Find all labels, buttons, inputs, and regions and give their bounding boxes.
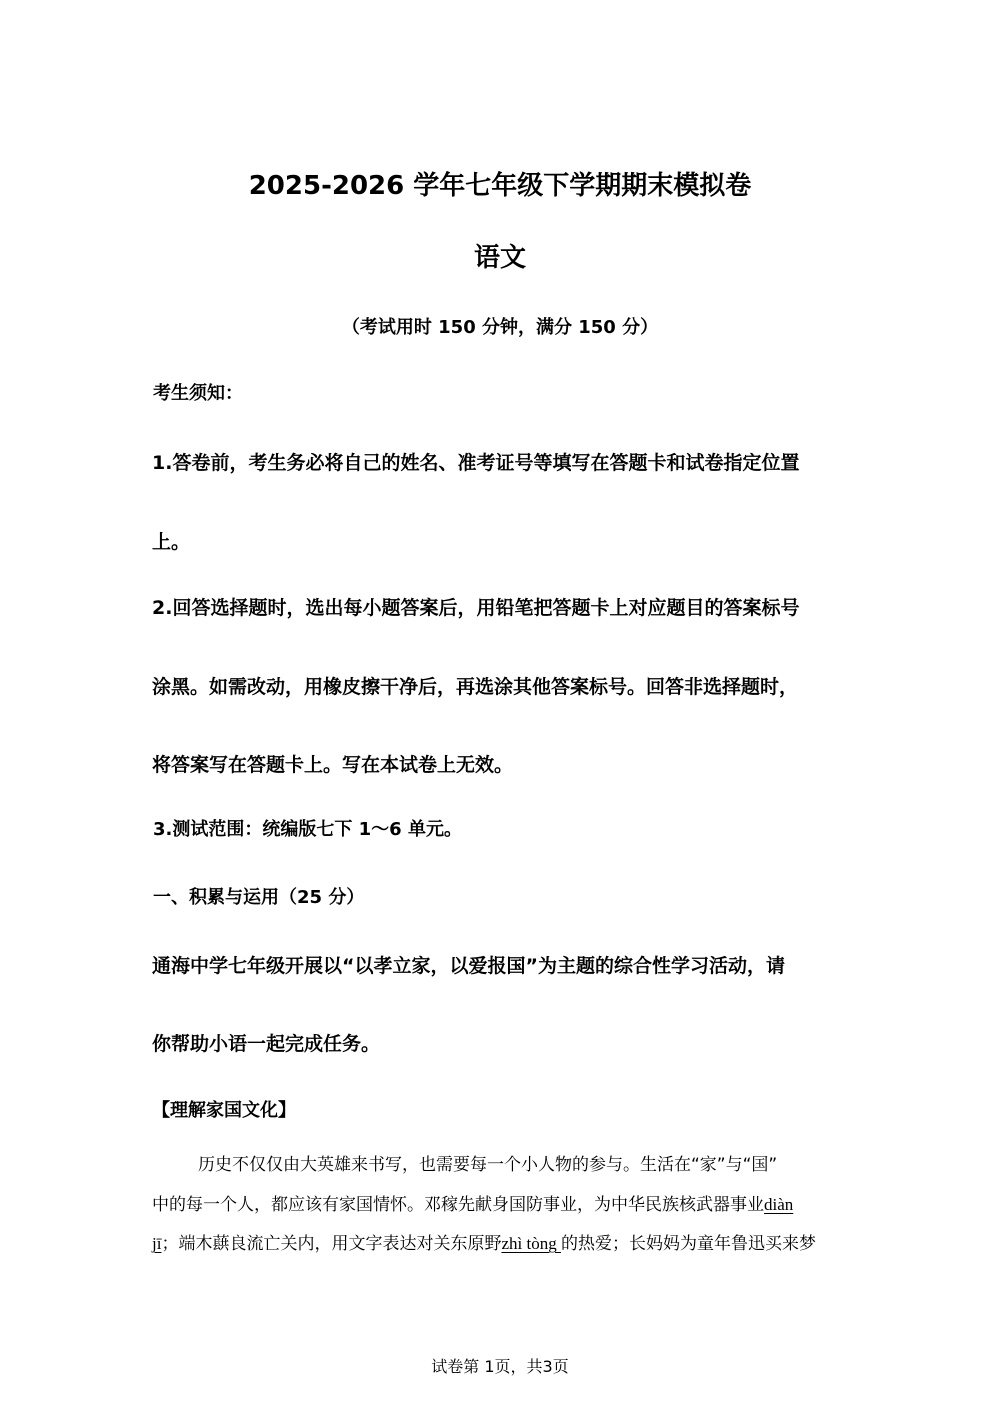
- notice-heading: 考生须知：: [153, 383, 243, 404]
- section-heading: 一、积累与运用（25 分）: [153, 887, 365, 908]
- paragraph-line-3-b: 的热爱；长妈妈为童年鲁迅买来梦: [560, 1234, 816, 1254]
- paragraph-line-1: 历史不仅仅由大英雄来书写，也需要每一个小人物的参与。生活在“家”与“国”: [198, 1155, 778, 1175]
- notice-line-1: 1.答卷前，考生务必将自己的姓名、准考证号等填写在答题卡和试卷指定位置: [152, 452, 800, 474]
- paragraph-line-3: [152, 1232, 816, 1256]
- paragraph-line-2-text: 中的每一个人，都应该有家国情怀。邓稼先献身国防事业，为中华民族核武器事业: [152, 1195, 764, 1215]
- exam-title: 2025-2026 学年七年级下学期期末模拟卷: [248, 171, 752, 201]
- section-intro-line-1: 通海中学七年级开展以“以孝立家，以爱报国”为主题的综合性学习活动，请: [152, 955, 785, 977]
- section-intro-line-2: 你帮助小语一起完成任务。: [152, 1033, 381, 1055]
- exam-info: （考试用时 150 分钟，满分 150 分）: [341, 317, 659, 338]
- subject-title: 语文: [473, 243, 526, 273]
- notice-line-5: 将答案写在答题卡上。写在本试卷上无效。: [152, 754, 514, 776]
- subsection-heading: 【理解家国文化】: [152, 1100, 296, 1121]
- pinyin-blank-1b: jī: [152, 1234, 162, 1253]
- notice-line-4: 涂黑。如需改动，用橡皮擦干净后，再选涂其他答案标号。回答非选择题时，: [152, 676, 799, 698]
- notice-line-2: 上。: [152, 531, 191, 553]
- pinyin-blank-2: zhì tòng: [501, 1234, 561, 1253]
- notice-line-3: 2.回答选择题时，选出每小题答案后，用铅笔把答题卡上对应题目的答案标号: [152, 597, 800, 619]
- pinyin-blank-1a: diàn: [764, 1195, 794, 1214]
- paragraph-line-3-a: ；端木蕻良流亡关内，用文字表达对关东原野: [161, 1234, 502, 1254]
- notice-line-6: 3.测试范围：统编版七下 1～6 单元。: [153, 819, 462, 840]
- page-footer: 试卷第 1页，共3页: [431, 1357, 569, 1376]
- paragraph-line-2: [152, 1193, 793, 1217]
